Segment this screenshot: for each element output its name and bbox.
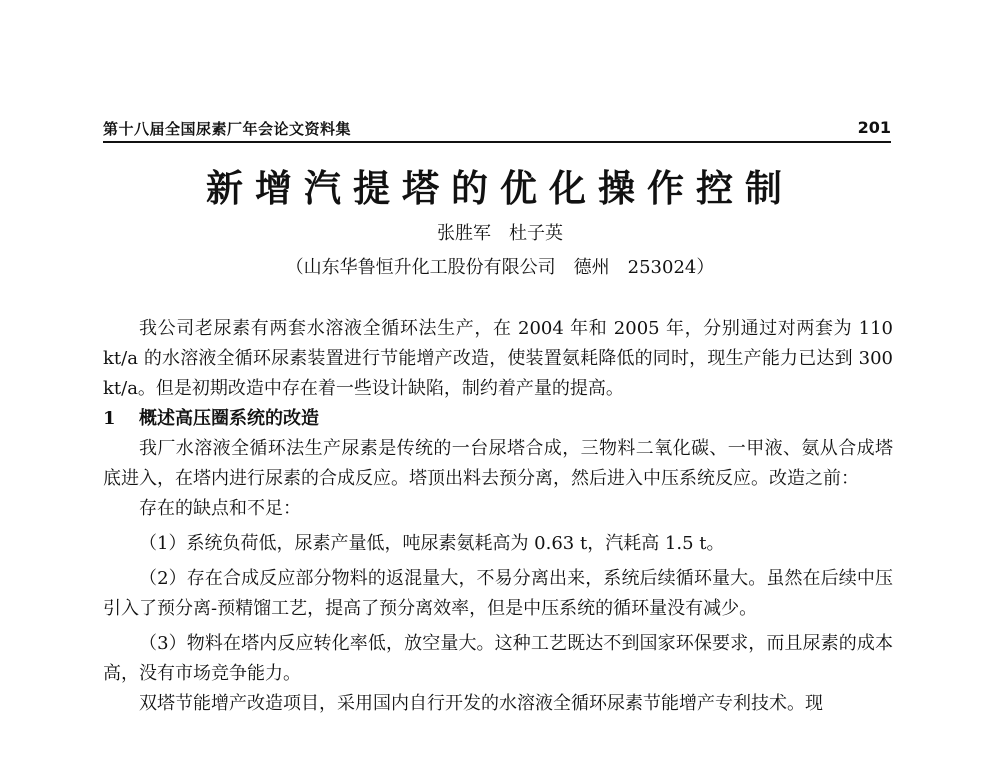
running-header (103, 118, 891, 140)
paper-body (103, 314, 893, 719)
paper-title: 新增汽提塔的优化操作控制 (206, 167, 794, 210)
journal-title: 第十八届全国尿素厂年会论文资料集 (103, 120, 352, 138)
section-heading (103, 404, 893, 434)
author-affiliation: （山东华鲁恒升化工股份有限公司 德州 253024） (285, 257, 715, 278)
page-number: 201 (857, 118, 891, 137)
intro-paragraph: 我公司老尿素有两套水溶液全循环法生产，在 2004 年和 2005 年，分别通过对两套为 110 kt/a 的水溶液全循环尿素装置进行节能增产改造，使装置氨耗降低的同时，现生产能力已达到 300 kt/a。但是初期改造中存在着一些设计缺陷，制约着产量的提高。 (103, 318, 893, 399)
section-number: 1 (103, 408, 116, 429)
list-item: （2）存在合成反应部分物料的返混量大，不易分离出来，系统后续循环量大。虽然在后续中压引入了预分离-预精馏工艺，提高了预分离效率，但是中压系统的循环量没有减少。 (103, 568, 893, 619)
section-paragraph: 我厂水溶液全循环法生产尿素是传统的一台尿塔合成，三物料二氧化碳、一甲液、氨从合成塔底进入，在塔内进行尿素的合成反应。塔顶出料去预分离，然后进入中压系统反应。改造之前： (103, 438, 893, 489)
list-item: （3）物料在塔内反应转化率低，放空量大。这种工艺既达不到国家环保要求，而且尿素的成本高，没有市场竞争能力。 (103, 633, 893, 684)
author-names: 张胜军 杜子英 (437, 223, 563, 244)
list-item: （1）系统负荷低，尿素产量低，吨尿素氨耗高为 0.63 t，汽耗高 1.5 t。 (139, 533, 725, 554)
shortcomings-intro: 存在的缺点和不足： (139, 498, 301, 519)
closing-paragraph: 双塔节能增产改造项目，采用国内自行开发的水溶液全循环尿素节能增产专利技术。现 (139, 693, 823, 714)
header-divider (103, 141, 891, 143)
section-title: 概述高压圈系统的改造 (139, 408, 319, 429)
